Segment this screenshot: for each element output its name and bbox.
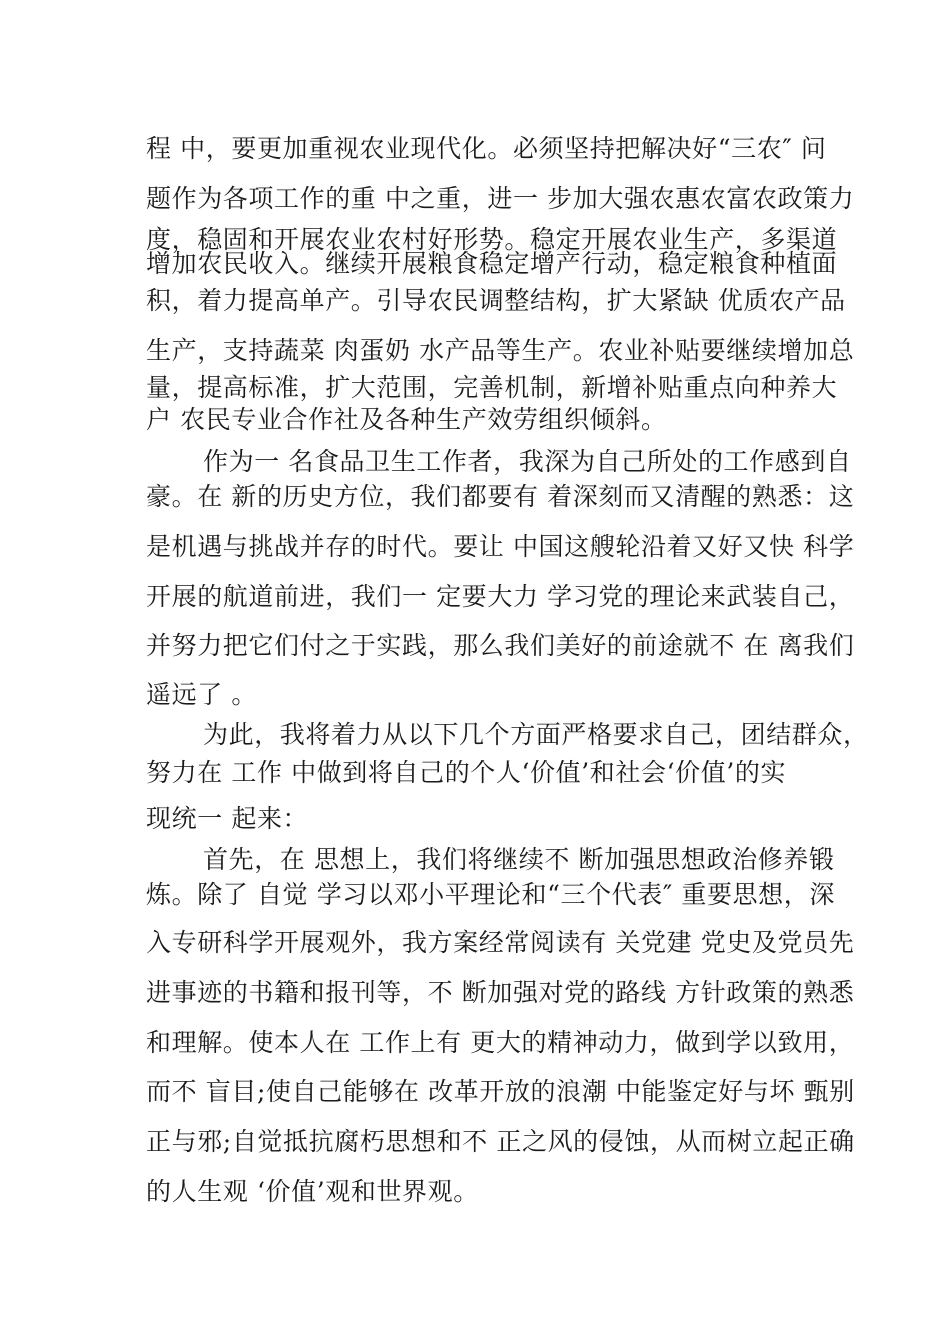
- text-line: 现统一 起来：: [146, 804, 309, 833]
- text-line: 并努力把它们付之于实践，那么我们美好的前途就不 在 离我们: [146, 631, 855, 660]
- text-line: 量，提高标准，扩大范围，完善机制，新增补贴重点向种养大: [146, 373, 838, 402]
- text-line: 增加农民收入。继续开展粮食稳定增产行动，稳定粮食种植面: [146, 249, 838, 278]
- text-line: 进事迹的书籍和报刊等，不 断加强对党的路线 方针政策的熟悉: [146, 978, 855, 1007]
- text-line: 正与邪;自觉抵抗腐朽思想和不 正之风的侵蚀，从而树立起正确: [146, 1127, 855, 1156]
- text-line: 炼。除了 自觉 学习以邓小平理论和“三个代表″ 重要思想，深: [146, 880, 835, 909]
- text-line: 的人生观 ‘价值’观和世界观。: [146, 1177, 479, 1206]
- text-line: 题作为各项工作的重 中之重，进一 步加大强农惠农富农政策力: [146, 184, 855, 213]
- paragraph-first-line: 为此，我将着力从以下几个方面严格要求自己，团结群众，: [203, 720, 869, 749]
- text-line: 积，着力提高单产。引导农民调整结构，扩大紧缺 优质农产品: [146, 286, 846, 315]
- text-line: 度，稳固和开展农业农村好形势。稳定开展农业生产，多渠道: [146, 225, 838, 254]
- text-line: 程 中，要更加重视农业现代化。必须坚持把解决好“三农″ 问: [146, 134, 827, 163]
- paragraph-first-line: 首先，在 思想上，我们将继续不 断加强思想政治修养锻: [203, 845, 835, 874]
- text-line: 生产，支持蔬菜 肉蛋奶 水产品等生产。农业补贴要继续增加总: [146, 336, 855, 365]
- text-line: 开展的航道前进，我们一 定要大力 学习党的理论来武装自己，: [146, 582, 855, 611]
- text-line: 是机遇与挑战并存的时代。要让 中国这艘轮沿着又好又快 科学: [146, 532, 855, 561]
- text-line: 户 农民专业合作社及各种生产效劳组织倾斜。: [146, 405, 667, 434]
- text-line: 遥远了 。: [146, 680, 257, 709]
- text-line: 努力在 工作 中做到将自己的个人‘价值’和社会‘价值’的实: [146, 758, 787, 787]
- text-line: 入专研科学开展观外，我方案经常阅读有 关党建 党史及党员先: [146, 928, 855, 957]
- text-line: 和理解。使本人在 工作上有 更大的精神动力，做到学以致用，: [146, 1028, 855, 1057]
- text-line: 豪。在 新的历史方位，我们都要有 着深刻而又清醒的熟悉：这: [146, 482, 855, 511]
- text-line: 而不 盲目;使自己能够在 改革开放的浪潮 中能鉴定好与坏 甄别: [146, 1077, 855, 1106]
- paragraph-first-line: 作为一 名食品卫生工作者，我深为自己所处的工作感到自: [203, 447, 852, 476]
